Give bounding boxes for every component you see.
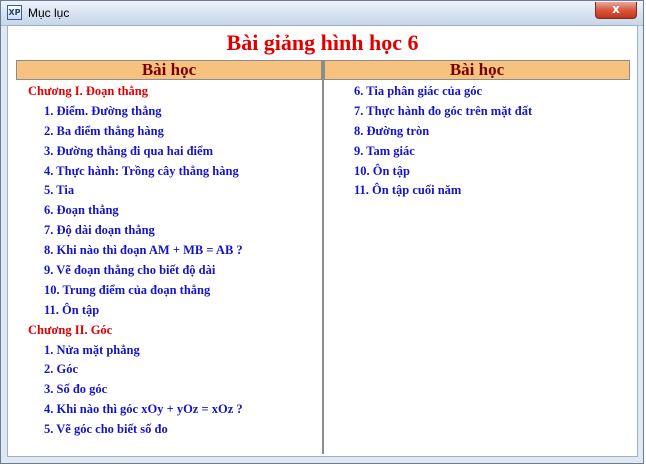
right-column-header: Bài học [324,60,630,80]
lesson-link[interactable]: 4. Khi nào thì góc xOy + yOz = xOz ? [44,402,243,417]
close-icon: x [612,2,620,16]
content-panel [7,25,638,457]
lesson-link[interactable]: 5. Vẽ góc cho biết số đo [44,422,168,437]
app-icon: XP [7,5,22,20]
lesson-link[interactable]: 11. Ôn tập [44,302,100,317]
lesson-link[interactable]: 1. Điểm. Đường thẳng [44,103,162,118]
lesson-link[interactable]: 10. Trung điểm của đoạn thẳng [44,282,211,297]
left-lesson-list [28,82,243,440]
lesson-link[interactable]: 9. Tam giác [354,143,415,158]
left-column-header: Bài học [16,60,322,80]
window-title: Mục lục [28,6,70,20]
lesson-link[interactable]: 10. Ôn tập [354,163,410,178]
lesson-link[interactable]: 7. Thực hành đo góc trên mặt đất [354,103,533,118]
lesson-link[interactable]: 4. Thực hành: Trồng cây thẳng hàng [44,163,239,178]
lesson-link[interactable]: 7. Độ dài đoạn thẳng [44,223,155,238]
lesson-link[interactable]: 8. Đường tròn [354,123,430,138]
lesson-link[interactable]: 6. Tia phân giác của góc [354,84,483,98]
close-button[interactable] [595,2,637,19]
lesson-link[interactable]: 6. Đoạn thẳng [44,203,119,218]
lesson-link[interactable]: 11. Ôn tập cuối năm [354,183,462,198]
chapter-heading[interactable]: Chương I. Đoạn thẳng [28,84,149,98]
lesson-link[interactable]: 5. Tia [44,183,75,198]
lesson-link[interactable]: 2. Góc [44,362,79,377]
lesson-link[interactable]: 1. Nửa mặt phẳng [44,342,140,357]
chapter-heading[interactable]: Chương II. Góc [28,322,113,337]
right-lesson-list [354,82,532,201]
lesson-link[interactable]: 8. Khi nào thì đoạn AM + MB = AB ? [44,243,243,258]
lesson-link[interactable]: 3. Đường thẳng đi qua hai điểm [44,143,213,158]
column-divider [322,60,324,454]
lesson-link[interactable]: 9. Vẽ đoạn thẳng cho biết độ dài [44,263,216,278]
lesson-link[interactable]: 2. Ba điểm thẳng hàng [44,123,164,138]
title-bar[interactable] [1,1,643,26]
page-title: Bài giảng hình học 6 [226,30,419,55]
lesson-link[interactable]: 3. Số đo góc [44,382,108,397]
